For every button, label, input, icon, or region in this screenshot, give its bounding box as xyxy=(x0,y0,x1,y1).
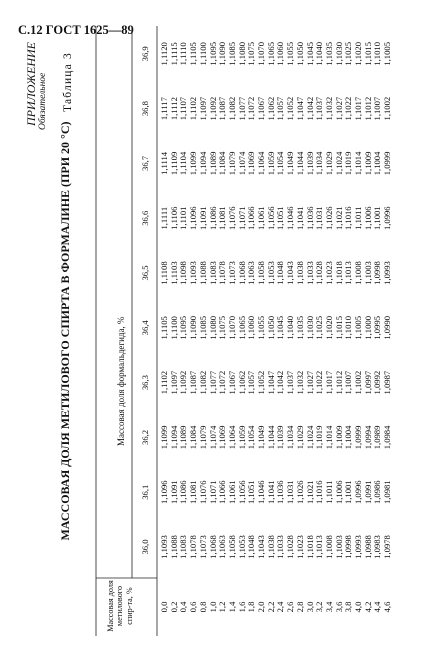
table-cell: 1,1088 xyxy=(197,261,208,285)
table-title: МАССОВАЯ ДОЛЯ МЕТИЛОВОГО СПИРТА В ФОРМАЛИНЕ (ПРИ 20 °С) xyxy=(58,121,72,541)
row-label: 3,2 xyxy=(314,601,325,613)
table-cell: 1,1056 xyxy=(236,480,247,505)
table-cell: 1,1035 xyxy=(323,42,334,66)
table-cell: 1,1102 xyxy=(159,370,169,395)
table-cell: 1,1093 xyxy=(188,261,199,285)
row-label: 1,6 xyxy=(236,601,247,613)
table-cell: 1,1052 xyxy=(285,96,296,121)
table-column xyxy=(160,35,393,73)
table-cell: 1,1006 xyxy=(333,480,344,505)
table-cell: 1,1042 xyxy=(275,370,286,395)
table-cell: 1,1060 xyxy=(275,42,286,66)
table-cell: 1,1070 xyxy=(256,42,267,66)
table-cell: 1,1039 xyxy=(304,151,315,176)
table-cell: 1,1097 xyxy=(168,370,179,395)
table-cell: 1,1062 xyxy=(265,96,276,121)
table-cell: 1,1056 xyxy=(265,206,276,231)
table-cell: 1,0988 xyxy=(362,535,373,559)
table-cell: 1,1012 xyxy=(362,96,373,121)
table-cell: 1,1018 xyxy=(304,535,315,559)
table-cell: 1,1010 xyxy=(343,316,354,340)
table-cell: 1,0991 xyxy=(362,480,373,505)
table-cell: 1,1080 xyxy=(207,316,218,340)
table-cell: 1,1032 xyxy=(294,370,305,395)
table-cell: 1,1042 xyxy=(304,96,315,121)
table-cell: 1,1083 xyxy=(178,535,189,559)
table-cell: 1,1025 xyxy=(314,316,325,340)
table-cell: 1,1031 xyxy=(314,206,325,231)
row-label: 2,2 xyxy=(265,601,276,613)
table-cell: 1,1016 xyxy=(314,480,325,505)
table-cell: 1,1073 xyxy=(226,261,237,285)
table-cell: 1,0993 xyxy=(353,535,364,559)
table-cell: 1,1013 xyxy=(314,535,325,559)
table-column xyxy=(160,144,393,182)
table-cell: 1,1059 xyxy=(265,151,276,176)
table-cell: 1,1074 xyxy=(207,425,218,450)
table-cell: 1,1005 xyxy=(382,42,393,66)
table-cell: 1,1087 xyxy=(188,370,199,395)
table-cell: 1,1114 xyxy=(159,151,169,175)
table-cell: 1,1061 xyxy=(256,206,267,231)
table-cell: 1,1067 xyxy=(256,96,267,121)
table-cell: 1,1088 xyxy=(168,535,179,559)
table-cell: 1,1064 xyxy=(256,151,267,176)
table-cell: 1,1038 xyxy=(265,535,276,559)
table-cell: 1,1022 xyxy=(314,370,325,395)
table-cell: 1,1005 xyxy=(353,316,364,340)
table-cell: 1,0987 xyxy=(382,370,393,395)
table-cell: 1,1053 xyxy=(236,535,247,559)
table-cell: 1,1057 xyxy=(275,96,286,121)
table-cell: 1,1004 xyxy=(372,151,383,176)
column-header: 36,5 xyxy=(140,265,150,281)
row-label: 1,8 xyxy=(246,601,257,613)
table-cell: 1,1100 xyxy=(168,316,179,340)
table-cell: 1,1007 xyxy=(343,370,354,395)
table-cell: 1,1008 xyxy=(353,261,364,285)
table-cell: 1,1037 xyxy=(285,370,296,395)
table-cell: 1,0999 xyxy=(382,151,393,176)
table-cell: 1,1062 xyxy=(236,370,247,395)
table-cell: 1,1103 xyxy=(168,261,179,285)
table-cell: 1,1007 xyxy=(372,96,383,121)
table-cell: 1,1017 xyxy=(353,96,364,121)
table-cell: 1,1043 xyxy=(285,261,296,285)
table-cell: 1,1018 xyxy=(333,261,344,285)
table-cell: 1,1075 xyxy=(217,316,228,340)
page-header: С.12 ГОСТ 1625—89 xyxy=(18,23,134,37)
table-cell: 1,1058 xyxy=(226,535,237,559)
table-cell: 1,1032 xyxy=(323,96,334,121)
table-cell: 1,1009 xyxy=(362,151,373,176)
table-cell: 1,1068 xyxy=(207,535,218,559)
table-cell: 1,0998 xyxy=(372,261,383,285)
table-cell: 1,1063 xyxy=(217,535,228,559)
table-cell: 1,1002 xyxy=(382,96,393,121)
table-column xyxy=(160,309,393,347)
table-cell: 1,0981 xyxy=(382,480,393,505)
table-cell: 1,1046 xyxy=(285,206,296,231)
table-cell: 1,1047 xyxy=(265,370,276,395)
table-cell: 1,1010 xyxy=(372,42,383,66)
table-column xyxy=(160,254,393,292)
table-cell: 1,1016 xyxy=(343,206,354,231)
table-cell: 1,1089 xyxy=(207,151,218,176)
table-cell: 1,1008 xyxy=(323,535,334,559)
table-cell: 1,1072 xyxy=(217,370,228,395)
table-cell: 1,1046 xyxy=(256,480,267,505)
table-cell: 1,1070 xyxy=(226,316,237,340)
row-label: 0,8 xyxy=(197,601,208,613)
table-cell: 1,1000 xyxy=(362,316,373,340)
table-cell: 1,1026 xyxy=(323,206,334,231)
table-cell: 1,1107 xyxy=(178,96,189,121)
table-cell: 1,0998 xyxy=(343,535,354,559)
table-cell: 1,1038 xyxy=(294,261,305,285)
column-header: 36,9 xyxy=(140,46,150,62)
row-label: 0,0 xyxy=(159,601,169,613)
table-cell: 1,1051 xyxy=(246,480,257,505)
table-cell: 1,0994 xyxy=(362,425,373,450)
table-cell: 1,1025 xyxy=(343,42,354,66)
table-column xyxy=(160,90,393,128)
table-cell: 1,1080 xyxy=(236,42,247,66)
table-cell: 1,1039 xyxy=(275,425,286,450)
table-cell: 1,1021 xyxy=(333,206,344,231)
table-cell: 1,1112 xyxy=(168,97,179,121)
table-cell: 1,1017 xyxy=(323,370,334,395)
table-column xyxy=(160,199,393,237)
table-cell: 1,1067 xyxy=(226,370,237,395)
table-cell: 1,1003 xyxy=(362,261,373,285)
table-cell: 1,1020 xyxy=(323,316,334,340)
table-cell: 1,1055 xyxy=(285,42,296,66)
table-cell: 1,1044 xyxy=(294,151,305,176)
table-cell: 1,1058 xyxy=(256,261,267,285)
table-cell: 1,1091 xyxy=(168,480,179,505)
table-cell: 1,1055 xyxy=(256,316,267,340)
column-header: 36,1 xyxy=(140,484,150,500)
table-cell: 1,1105 xyxy=(159,316,169,340)
table-column xyxy=(160,473,393,511)
table-cell: 1,1115 xyxy=(168,42,179,66)
table-cell: 1,1086 xyxy=(207,206,218,231)
table-cell: 1,1075 xyxy=(246,42,257,66)
table-cell: 1,1014 xyxy=(353,151,364,176)
table-cell: 1,1081 xyxy=(188,480,199,505)
table-cell: 1,1076 xyxy=(197,480,208,505)
table-cell: 1,1048 xyxy=(246,535,257,559)
table-cell: 1,1034 xyxy=(314,151,325,176)
table-cell: 1,0984 xyxy=(382,425,393,450)
table-cell: 1,1093 xyxy=(159,535,169,559)
table-column xyxy=(160,418,393,456)
table-cell: 1,1043 xyxy=(256,535,267,559)
table-cell: 1,1059 xyxy=(236,425,247,450)
table-cell: 1,1030 xyxy=(304,316,315,340)
table-cell: 1,1050 xyxy=(265,316,276,340)
table-cell: 1,1079 xyxy=(197,425,208,450)
table-cell: 1,1079 xyxy=(226,151,237,176)
table-cell: 1,1009 xyxy=(333,425,344,450)
table-cell: 1,1011 xyxy=(353,206,364,230)
table-cell: 1,1003 xyxy=(333,535,344,559)
table-cell: 1,1049 xyxy=(285,151,296,176)
table-cell: 1,1036 xyxy=(304,206,315,231)
table-cell: 1,1045 xyxy=(304,42,315,66)
table-cell: 1,1108 xyxy=(159,261,169,285)
table-cell: 1,1033 xyxy=(304,261,315,285)
table-cell: 1,1061 xyxy=(226,480,237,505)
table-cell: 1,1091 xyxy=(197,206,208,231)
table-cell: 1,0993 xyxy=(382,261,393,285)
row-label: 1,0 xyxy=(207,601,218,613)
table-cell: 1,1049 xyxy=(256,425,267,450)
table-cell: 1,1117 xyxy=(159,97,169,121)
table-cell: 1,1024 xyxy=(304,425,315,450)
table-cell: 1,1027 xyxy=(333,96,344,121)
table-cell: 1,1044 xyxy=(265,425,276,450)
table-cell: 1,1092 xyxy=(207,96,218,121)
table-cell: 1,1082 xyxy=(226,96,237,121)
group-header: Массовая доля формальдегида, % xyxy=(116,316,126,446)
table-cell: 1,1028 xyxy=(314,261,325,285)
table-cell: 1,1015 xyxy=(362,42,373,66)
table-cell: 1,1031 xyxy=(285,480,296,505)
table-cell: 1,1060 xyxy=(246,316,257,340)
table-cell: 1,1001 xyxy=(372,206,383,231)
row-label: 3,6 xyxy=(333,601,344,613)
table-cell: 1,1037 xyxy=(314,96,325,121)
table-cell: 1,1102 xyxy=(188,96,199,121)
row-label: 0,4 xyxy=(178,601,189,613)
table-number: Таблица 3 xyxy=(62,52,74,112)
table-cell: 1,1098 xyxy=(178,261,189,285)
table-cell: 1,1094 xyxy=(168,425,179,450)
table-cell: 1,0983 xyxy=(372,535,383,559)
table-cell: 1,0992 xyxy=(372,370,383,395)
table-cell: 1,1090 xyxy=(188,316,199,340)
table-cell: 1,1023 xyxy=(323,261,334,285)
row-label: 1,2 xyxy=(217,601,228,613)
table-cell: 1,1029 xyxy=(294,425,305,450)
table-cell: 1,1047 xyxy=(294,96,305,121)
table-cell: 1,0986 xyxy=(372,480,383,505)
table-cell: 1,1078 xyxy=(217,261,228,285)
table-cell: 1,1097 xyxy=(197,96,208,121)
table-cell: 1,1030 xyxy=(333,42,344,66)
table-cell: 1,1065 xyxy=(265,42,276,66)
table-cell: 1,1077 xyxy=(207,370,218,395)
table-cell: 1,1029 xyxy=(323,151,334,176)
table-cell: 1,1085 xyxy=(226,42,237,66)
table-cell: 1,1026 xyxy=(294,480,305,505)
table-cell: 1,1022 xyxy=(343,96,354,121)
table-cell: 1,1021 xyxy=(304,480,315,505)
table-cell: 1,0996 xyxy=(353,480,364,505)
table-cell: 1,1095 xyxy=(178,316,189,340)
table-cell: 1,1071 xyxy=(236,206,247,231)
table-cell: 1,0996 xyxy=(382,206,393,231)
table-cell: 1,1081 xyxy=(217,206,228,231)
table-cell: 1,1099 xyxy=(159,425,169,450)
table-column xyxy=(160,528,393,566)
table-cell: 1,1013 xyxy=(343,261,354,285)
column-header: 36,0 xyxy=(140,539,150,555)
table-cell: 1,1051 xyxy=(275,206,286,231)
table-cell: 1,1089 xyxy=(178,425,189,450)
rotated-table-block xyxy=(22,26,393,636)
table-cell: 1,1096 xyxy=(159,480,169,505)
table-cell: 1,1111 xyxy=(159,206,169,230)
table-cell: 1,1006 xyxy=(362,206,373,231)
table-cell: 1,1036 xyxy=(275,480,286,505)
row-label: 3,8 xyxy=(343,601,354,613)
table-cell: 1,1035 xyxy=(294,316,305,340)
table-cell: 1,1052 xyxy=(256,370,267,395)
table-cell: 1,1101 xyxy=(178,206,189,230)
table-cell: 1,1072 xyxy=(246,96,257,121)
table-cell: 1,1106 xyxy=(168,206,179,230)
table-cell: 1,0990 xyxy=(382,316,393,340)
table-cell: 1,1110 xyxy=(178,42,189,66)
table-cell: 1,1015 xyxy=(333,316,344,340)
table-cell: 1,1084 xyxy=(217,151,228,176)
table-cell: 1,1074 xyxy=(236,151,247,176)
table-cell: 1,1019 xyxy=(343,151,354,176)
table-cell: 1,1040 xyxy=(314,42,325,66)
table-cell: 1,0997 xyxy=(362,370,373,395)
table-cell: 1,1084 xyxy=(188,425,199,450)
table-cell: 1,1109 xyxy=(168,151,179,176)
table-cell: 1,1053 xyxy=(265,261,276,285)
table-cell: 1,1085 xyxy=(197,316,208,340)
table-cell: 1,1033 xyxy=(275,535,286,559)
table-column xyxy=(160,364,393,402)
table-cell: 1,1011 xyxy=(323,480,334,504)
table-cell: 1,1048 xyxy=(275,261,286,285)
table-cell: 1,0999 xyxy=(353,425,364,450)
row-label: 2,6 xyxy=(285,601,296,613)
table-cell: 1,1014 xyxy=(323,425,334,450)
row-labels xyxy=(160,584,393,630)
table-cell: 1,1027 xyxy=(304,370,315,395)
row-label: 4,6 xyxy=(382,601,393,613)
table-cell: 1,1066 xyxy=(246,206,257,231)
table-cell: 1,1001 xyxy=(343,480,354,505)
column-header: 36,8 xyxy=(140,101,150,117)
table-cell: 1,1002 xyxy=(353,370,364,395)
table-cell: 1,1040 xyxy=(285,316,296,340)
column-header: 36,3 xyxy=(140,375,150,391)
table-cell: 1,1083 xyxy=(207,261,218,285)
table-cell: 1,1028 xyxy=(285,535,296,559)
table-cell: 1,1096 xyxy=(188,206,199,231)
row-header: Массовая доля метилового спир-та, % xyxy=(106,580,134,632)
table-cell: 1,1069 xyxy=(246,151,257,176)
row-label: 4,2 xyxy=(362,601,373,613)
appendix-title: ПРИЛОЖЕНИЕ xyxy=(24,42,38,126)
row-label: 4,4 xyxy=(372,601,383,613)
table-cell: 1,0978 xyxy=(382,535,393,559)
table-cell: 1,1069 xyxy=(217,425,228,450)
table-cell: 1,1065 xyxy=(236,316,247,340)
table-cell: 1,1066 xyxy=(217,480,228,505)
table-cell: 1,1064 xyxy=(226,425,237,450)
table-cell: 1,1057 xyxy=(246,370,257,395)
table-cell: 1,1034 xyxy=(285,425,296,450)
table-cell: 1,1054 xyxy=(275,151,286,176)
column-header: 36,2 xyxy=(140,429,150,445)
table-cell: 1,1092 xyxy=(178,370,189,395)
table-cell: 1,1077 xyxy=(236,96,247,121)
table-cell: 1,1094 xyxy=(197,151,208,176)
table-cell: 1,1095 xyxy=(207,42,218,66)
table-cell: 1,1082 xyxy=(197,370,208,395)
row-label: 1,4 xyxy=(226,601,237,613)
table-cell: 1,1023 xyxy=(294,535,305,559)
row-label: 4,0 xyxy=(353,601,364,613)
appendix-status: Обязательное xyxy=(38,72,48,130)
row-label: 0,2 xyxy=(168,601,179,613)
row-label: 2,0 xyxy=(256,601,267,613)
table-cell: 1,1012 xyxy=(333,370,344,395)
table-cell: 1,1076 xyxy=(226,206,237,231)
row-label: 0,6 xyxy=(188,601,199,613)
table-cell: 1,1099 xyxy=(188,151,199,176)
table-cell: 1,1045 xyxy=(275,316,286,340)
table-cell: 1,1120 xyxy=(159,42,169,66)
table-cell: 1,1071 xyxy=(207,480,218,505)
row-label: 2,4 xyxy=(275,601,286,613)
table-cell: 1,1050 xyxy=(294,42,305,66)
table-cell: 1,1063 xyxy=(246,261,257,285)
table-cell: 1,1100 xyxy=(197,42,208,66)
table-cell: 1,0995 xyxy=(372,316,383,340)
column-header: 36,6 xyxy=(140,210,150,226)
row-label: 2,8 xyxy=(294,601,305,613)
row-label: 3,0 xyxy=(304,601,315,613)
table-cell: 1,1073 xyxy=(197,535,208,559)
table-cell: 1,1087 xyxy=(217,96,228,121)
table-cell: 1,1020 xyxy=(353,42,364,66)
column-header: 36,4 xyxy=(140,320,150,336)
table-cell: 1,1068 xyxy=(236,261,247,285)
table-cell: 1,1078 xyxy=(188,535,199,559)
table-cell: 1,1086 xyxy=(178,480,189,505)
column-header: 36,7 xyxy=(140,155,150,171)
table-cell: 1,0989 xyxy=(372,425,383,450)
table-cell: 1,1024 xyxy=(333,151,344,176)
row-label: 3,4 xyxy=(323,601,334,613)
table-cell: 1,1041 xyxy=(294,206,305,231)
table-cell: 1,1090 xyxy=(217,42,228,66)
table-cell: 1,1004 xyxy=(343,425,354,450)
table-cell: 1,1104 xyxy=(178,151,189,176)
table-cell: 1,1019 xyxy=(314,425,325,450)
table-cell: 1,1054 xyxy=(246,425,257,450)
table-cell: 1,1105 xyxy=(188,42,199,66)
table-cell: 1,1041 xyxy=(265,480,276,505)
